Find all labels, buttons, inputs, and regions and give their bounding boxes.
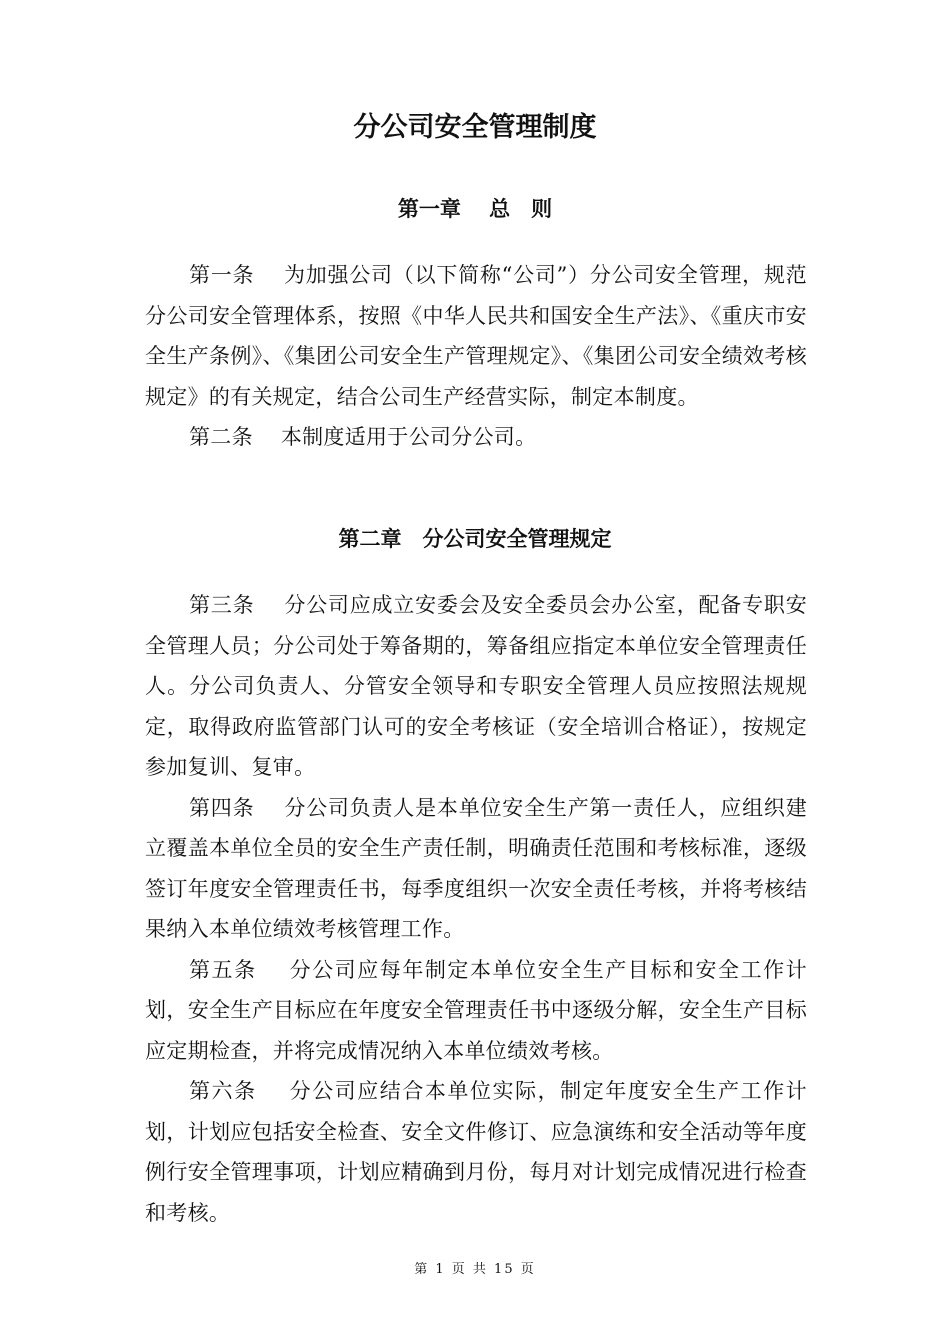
- article-number: 第三条: [189, 593, 255, 617]
- document-title: 分公司安全管理制度: [353, 112, 597, 143]
- article-text: 为加强公司（以下简称“公司”）分公司安全管理，规范分公司安全管理体系，按照《中华人民共和国安全生产法》、《重庆市安全生产条例》、《集团公司安全生产管理规定》、《集团公司安全绩效考核规定》的有关规定，结合公司生产经营实际，制定本制度。: [145, 263, 807, 409]
- article-text: 分公司应成立安委会及安全委员会办公室，配备专职安全管理人员；分公司处于筹备期的，筹备组应指定本单位安全管理责任人。分公司负责人、分管安全领导和专职安全管理人员应按照法规规定，取得政府监管部门认可的安全考核证（安全培训合格证），按规定参加复训、复审。: [145, 593, 807, 779]
- chapter-heading-2: 第二章 分公司安全管理规定: [338, 527, 612, 551]
- chapter-1-body: [145, 255, 807, 458]
- article-number: 第二条: [189, 425, 253, 449]
- article-number: 第五条: [189, 957, 257, 982]
- article-4: [145, 788, 807, 950]
- page-footer: 第 1 页 共 15 页: [414, 1262, 536, 1277]
- article-number: 第六条: [189, 1079, 257, 1103]
- chapter-2-body: [145, 585, 807, 1233]
- article-number: 第四条: [189, 795, 255, 820]
- article-2: [145, 417, 807, 458]
- article-text: 分公司应每年制定本单位安全生产目标和安全工作计划，安全生产目标应在年度安全管理责任书中逐级分解，安全生产目标应定期检查，并将完成情况纳入本单位绩效考核。: [145, 957, 807, 1063]
- article-text: 分公司应结合本单位实际，制定年度安全生产工作计划，计划应包括安全检查、安全文件修订、应急演练和安全活动等年度例行安全管理事项，计划应精确到月份，每月对计划完成情况进行检查和考核。: [145, 1079, 807, 1225]
- article-text: 本制度适用于公司分公司。: [280, 425, 537, 449]
- article-3: [145, 585, 807, 788]
- article-6: [145, 1071, 807, 1233]
- article-text: 分公司负责人是本单位安全生产第一责任人，应组织建立覆盖本单位全员的安全生产责任制，明确责任范围和考核标准，逐级签订年度安全管理责任书，每季度组织一次安全责任考核，并将考核结果纳入本单位绩效考核管理工作。: [145, 795, 807, 941]
- article-number: 第一条: [189, 263, 255, 287]
- article-1: [145, 255, 807, 417]
- article-5: [145, 950, 807, 1072]
- chapter-heading-1: 第一章 总 则: [397, 197, 553, 221]
